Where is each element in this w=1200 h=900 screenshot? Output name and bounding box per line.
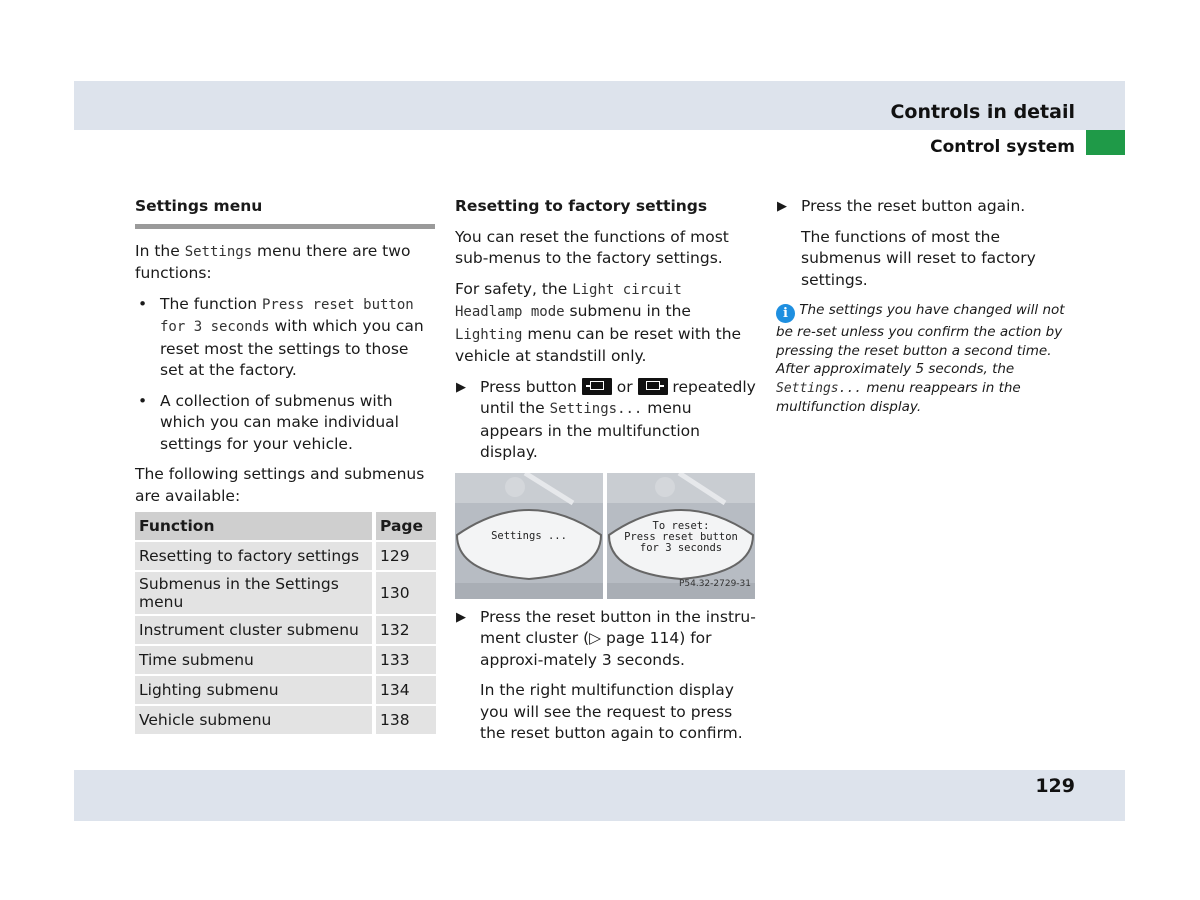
text: menu there are two functions: xyxy=(135,241,411,282)
subsection-title: Control system xyxy=(930,137,1075,157)
mono-text: Settings... xyxy=(776,380,863,396)
table-row xyxy=(135,572,436,614)
settings-table xyxy=(135,510,436,736)
step-press-reset xyxy=(455,607,757,672)
function-list xyxy=(135,294,435,456)
display-line: Press reset button xyxy=(624,530,738,543)
cell-page: 138 xyxy=(372,706,436,734)
display-text-settings: Settings ... xyxy=(491,529,567,542)
text: The settings you have changed will not be re-set unless you confirm the action by pressing the reset button a second time. After approximately 5 seconds, the xyxy=(776,302,1065,377)
text: Press the reset button in the instru-ment cluster (▷ page 114) for approxi-mately 3 seconds. xyxy=(480,607,756,669)
cell-page: 132 xyxy=(372,616,436,644)
cell-function: Resetting to factory settings xyxy=(135,542,372,570)
display-text-reset xyxy=(607,521,755,554)
column-confirm xyxy=(776,196,1078,417)
cell-function: Lighting submenu xyxy=(135,676,372,704)
column-reset-factory xyxy=(455,196,757,745)
safety-paragraph xyxy=(455,279,757,368)
display-photo-settings xyxy=(455,473,603,599)
text: Press the reset button again. xyxy=(801,197,1026,215)
info-note xyxy=(776,301,1078,417)
list-item xyxy=(135,294,435,382)
settings-menu-heading: Settings menu xyxy=(135,197,263,215)
text: with which you can reset most the settings to those set at the factory. xyxy=(160,317,424,379)
list-item: • A collection of submenus with which you can make individual settings for your vehicle. xyxy=(135,391,435,456)
cell-function: Time submenu xyxy=(135,646,372,674)
heading-rule xyxy=(135,224,435,229)
text: repeatedly until the xyxy=(480,377,756,417)
cell-page: 129 xyxy=(372,542,436,570)
text: For safety, the xyxy=(455,279,573,298)
text: submenu in the xyxy=(564,302,691,320)
cell-page: 133 xyxy=(372,646,436,674)
table-header-row xyxy=(135,512,436,540)
available-text: The following settings and submenus are available: xyxy=(135,465,425,505)
cell-page: 130 xyxy=(372,572,436,614)
text: In the xyxy=(135,241,185,260)
section-title: Controls in detail xyxy=(890,101,1075,123)
table-row xyxy=(135,616,436,644)
step-result-text: In the right multifunction display you will see the request to press the reset button again to confirm. xyxy=(480,681,743,742)
header-page: Page xyxy=(372,512,436,540)
table-row xyxy=(135,676,436,704)
cell-function: Submenus in the Settings menu xyxy=(135,572,372,614)
section-tab-marker xyxy=(1086,130,1125,155)
cell-function: Instrument cluster submenu xyxy=(135,616,372,644)
display-line: To reset: xyxy=(652,519,710,532)
page-number: 129 xyxy=(1035,775,1075,797)
header-function: Function xyxy=(135,512,372,540)
text: menu appears in the multifunction display. xyxy=(480,399,700,461)
column-settings-menu xyxy=(135,196,435,507)
display-right-button-icon xyxy=(638,378,668,395)
mono-text: Settings... xyxy=(549,401,643,417)
photo-reference-code: P54.32-2729-31 xyxy=(678,579,751,589)
cell-function: Vehicle submenu xyxy=(135,706,372,734)
mono-text: Press reset button for 3 seconds xyxy=(160,296,414,335)
settings-intro xyxy=(135,241,435,285)
display-line: for 3 seconds xyxy=(639,541,723,554)
step-arrow-icon: ▶ xyxy=(456,609,466,625)
display-photo-reset xyxy=(607,473,755,599)
text: or xyxy=(611,377,638,396)
reset-intro: You can reset the functions of most sub-menus to the factory settings. xyxy=(455,227,729,267)
table-row xyxy=(135,542,436,570)
step-press-button xyxy=(455,377,757,464)
table-row xyxy=(135,706,436,734)
multifunction-display-photos xyxy=(455,473,755,599)
mono-text: Lighting xyxy=(455,326,523,343)
table-row xyxy=(135,646,436,674)
text: Press button xyxy=(480,377,582,396)
text: menu can be reset with the vehicle at standstill only. xyxy=(455,324,742,365)
step-arrow-icon: ▶ xyxy=(777,199,787,214)
step-result-text: The functions of most the submenus will reset to factory settings. xyxy=(801,227,1036,289)
text: menu reappears in the multifunction display. xyxy=(776,379,1021,415)
info-icon: i xyxy=(776,304,795,323)
step-arrow-icon: ▶ xyxy=(456,379,466,395)
mono-text: Settings xyxy=(184,243,253,260)
mono-text: Light circuit Headlamp mode xyxy=(455,281,682,320)
step-press-reset-again xyxy=(776,196,1078,218)
cell-page: 134 xyxy=(372,676,436,704)
footer-band xyxy=(74,770,1125,821)
reset-heading: Resetting to factory settings xyxy=(455,197,708,215)
display-left-button-icon xyxy=(582,378,612,395)
text: The function xyxy=(160,294,262,313)
